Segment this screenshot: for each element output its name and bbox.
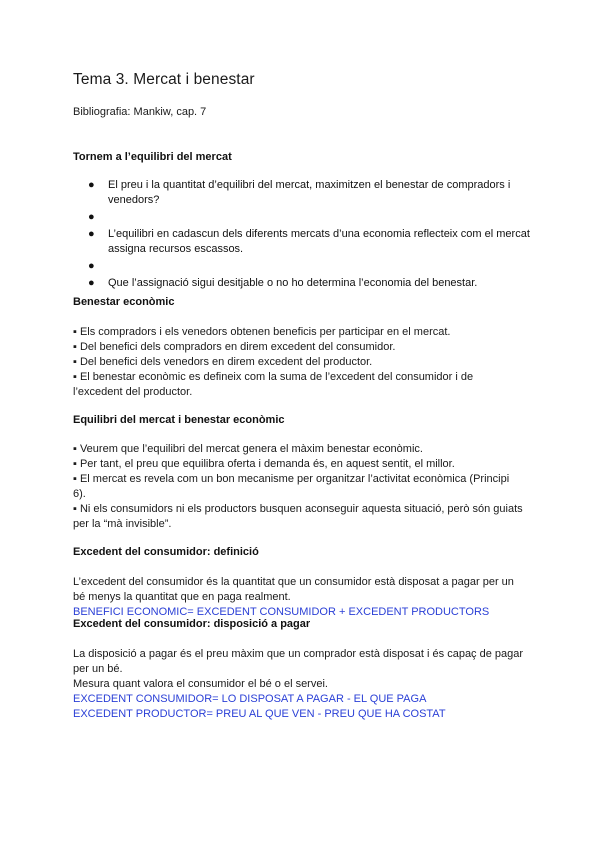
text-line: ▪ Del benefici dels compradors en direm excedent del consumidor. — [73, 341, 396, 353]
formula-benefici: BENEFICI ECONOMIC= EXCEDENT CONSUMIDOR + EXCEDENT PRODUCTORS — [73, 606, 490, 618]
definition-text: L’excedent del consumidor és la quantitat que un consumidor està disposat a pagar per un bé menys la quantitat que en paga realment. — [73, 576, 514, 603]
list-item — [73, 178, 533, 208]
section-heading-equilibri: Tornem a l’equilibri del mercat — [73, 151, 232, 163]
page-title: Tema 3. Mercat i benestar — [73, 71, 255, 88]
section-body-disposicio-pagar — [73, 647, 525, 722]
bullet-dot: ● — [88, 260, 95, 272]
definition-text: La disposició a pagar és el preu màxim que un comprador està disposat i és capaç de pagar per un bé. — [73, 648, 524, 675]
section-heading-benestar: Benestar econòmic — [73, 296, 175, 308]
text-line: ▪ Els compradors i els venedors obtenen beneficis per participar en el mercat. — [73, 326, 451, 338]
list-item — [73, 227, 533, 257]
bullet-list — [73, 178, 533, 291]
text-line: ▪ Veurem que l’equilibri del mercat genera el màxim benestar econòmic. — [73, 443, 423, 455]
list-item-text: El preu i la quantitat d’equilibri del mercat, maximitzen el benestar de compradors i venedors? — [108, 179, 511, 206]
text-line: ▪ Ni els consumidors ni els productors busquen aconseguir aquesta situació, però són guiats per la “mà invisible”. — [73, 503, 523, 530]
section-body-excedent-definicio — [73, 575, 525, 620]
section-body-equilibri-benestar — [73, 442, 525, 532]
text-line: ▪ Del benefici dels venedors en direm excedent del productor. — [73, 356, 373, 368]
bullet-dot: ● — [88, 179, 95, 191]
section-heading-equilibri-benestar: Equilibri del mercat i benestar econòmic — [73, 414, 285, 426]
formula-excedent-consumidor: EXCEDENT CONSUMIDOR= LO DISPOSAT A PAGAR - EL QUE PAGA — [73, 693, 427, 705]
text-line: ▪ El benestar econòmic es defineix com la suma de l’excedent del consumidor i de l’excedent del productor. — [73, 371, 474, 398]
section-heading-disposicio-pagar: Excedent del consumidor: disposició a pagar — [73, 618, 311, 630]
bibliography: Bibliografia: Mankiw, cap. 7 — [73, 106, 207, 118]
text-line: ▪ El mercat es revela com un bon mecanisme per organitzar l’activitat econòmica (Principi 6). — [73, 473, 510, 500]
bullet-dot: ● — [88, 277, 95, 289]
list-item — [73, 276, 533, 291]
section-heading-excedent-definicio: Excedent del consumidor: definició — [73, 546, 259, 558]
text-line: Mesura quant valora el consumidor el bé o el servei. — [73, 678, 328, 690]
bullet-dot: ● — [88, 211, 95, 223]
text-line: ▪ Per tant, el preu que equilibra oferta i demanda és, en aquest sentit, el millor. — [73, 458, 455, 470]
bullet-dot: ● — [88, 228, 95, 240]
list-item-empty — [73, 259, 533, 274]
section-body-benestar — [73, 325, 525, 400]
list-item-text: Que l’assignació sigui desitjable o no ho determina l’economia del benestar. — [108, 277, 478, 289]
list-item-empty — [73, 210, 533, 225]
formula-excedent-productor: EXCEDENT PRODUCTOR= PREU AL QUE VEN - PREU QUE HA COSTAT — [73, 708, 446, 720]
list-item-text: L’equilibri en cadascun dels diferents mercats d’una economia reflecteix com el mercat assigna recursos escassos. — [108, 228, 530, 255]
